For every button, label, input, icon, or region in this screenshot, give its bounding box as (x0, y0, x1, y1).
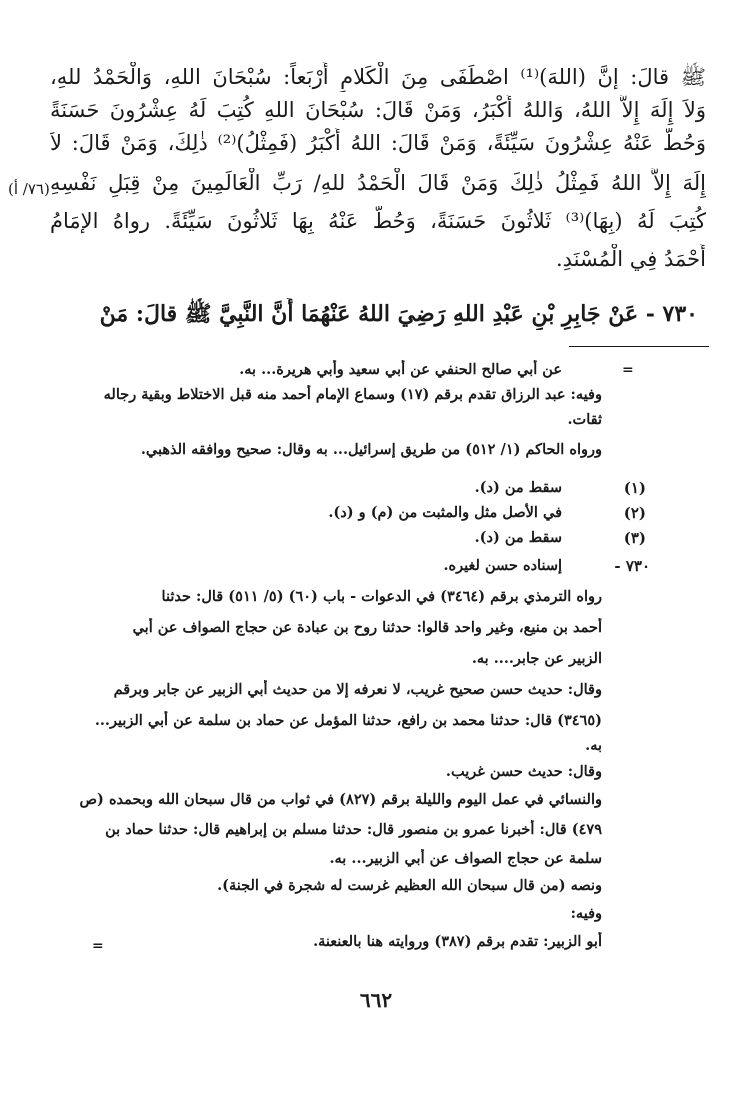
takhrij-line-8: وقال: حديث حسن غريب. (445, 763, 602, 780)
hadith-730-heading: ٧٣٠ - عَنْ جَابِرِ بْنِ عَبْدِ اللهِ رَضِيَ اللهُ عَنْهُمَا أَنَّ النَّبِيَّ ﷺ قالَ: مَنْ (99, 301, 698, 327)
footnote-continuation-line-1: عن أبي صالح الحنفي عن أبي سعيد وأبي هريرة... به. (239, 361, 562, 378)
footnote-continuation-line-2: وفيه: عبد الرزاق تقدم برقم (١٧) وسماع الإمام أحمد منه قبل الاختلاط وبقية رجاله (103, 386, 602, 403)
page-number: ٦٦٢ (359, 988, 393, 1012)
takhrij-line-4: الزبير عن جابر.... به. (471, 650, 602, 667)
takhrij-number: ٧٣٠ - (614, 557, 650, 575)
footnote-separator (569, 346, 709, 347)
main-text-line-3: وَحُطَّ عَنْهُ عِشْرُونَ سَيِّئَةً، وَمَنْ قَالَ: اللهُ أَكْبَرُ (فَمِثْلُ)⁽²⁾ ذٰلِكَ، وَمَنْ قَالَ: لاَ (50, 131, 706, 155)
main-text-line-2: وَلاَ إِلَهَ إِلاَّ اللهُ، وَاللهُ أَكْبَرُ، وَمَنْ قَالَ: سُبْحَانَ اللهِ كُتِبَ لَهُ عِشْرُونَ حَسَنَةً (50, 98, 706, 122)
footnote-number-2: (٢) (623, 504, 646, 522)
continuation-end-mark: = (92, 938, 104, 954)
footnote-number-1: (١) (623, 479, 646, 497)
takhrij-line-5: وقال: حديث حسن صحيح غريب، لا نعرفه إلا من حديث أبي الزبير عن جابر وبرقم (113, 681, 602, 698)
footnote-text-1: سقط من (د). (474, 479, 562, 496)
footnote-continuation-line-3: ثقات. (567, 411, 602, 428)
footnote-text-2: في الأصل مثل والمثبت من (م) و (د). (328, 504, 562, 521)
footnote-continuation-line-4: ورواه الحاكم (١/ ٥١٢) من طريق إسرائيل... به وقال: صحيح ووافقه الذهبي. (140, 441, 602, 458)
takhrij-line-14: أبو الزبير: تقدم برقم (٣٨٧) وروايته هنا بالعنعنة. (313, 933, 602, 950)
takhrij-line-12: ونصه (من قال سبحان الله العظيم غرست له شجرة في الجنة). (217, 877, 602, 894)
manuscript-folio-note: (٧٦/ أ) (8, 180, 50, 198)
takhrij-line-1: إسناده حسن لغيره. (443, 557, 562, 574)
main-text-line-6: أَحْمَدُ فِي الْمُسْنَدِ. (555, 247, 706, 271)
footnote-text-3: سقط من (د). (474, 529, 562, 546)
continuation-mark: = (622, 362, 634, 378)
takhrij-line-9: والنسائي في عمل اليوم والليلة برقم (٨٢٧) في ثواب من قال سبحان الله وبحمده (ص (79, 791, 602, 808)
takhrij-line-2: رواه الترمذي برقم (٣٤٦٤) في الدعوات - باب (٦٠) (٥/ ٥١١) قال: حدثنا (161, 588, 602, 605)
takhrij-line-11: سلمة عن حجاج الصواف عن أبي الزبير... به. (329, 850, 602, 867)
takhrij-line-3: أحمد بن منيع، وغير واحد قالوا: حدثنا روح بن عبادة عن حجاج الصواف عن أبي (132, 619, 602, 636)
main-text-line-5: كُتِبَ لَهُ (بِهَا)⁽³⁾ ثَلاثُونَ حَسَنَةً، وَحُطَّ عَنْهُ بِهَا ثَلاثُونَ سَيِّئَةً. رواهُ الإمَامُ (50, 209, 706, 233)
takhrij-line-10: ٤٧٩) قال: أخبرنا عمرو بن منصور قال: حدثنا مسلم بن إبراهيم قال: حدثنا حماد بن (105, 821, 602, 838)
takhrij-line-13: وفيه: (570, 905, 602, 922)
main-text-line-1: ﷺ قالَ: إنَّ (اللهَ)⁽¹⁾ اصْطَفَى مِنَ الْكَلامِ أَرْبَعاً: سُبْحَانَ اللهِ، وَالْحَمْدُ للهِ، (50, 65, 706, 89)
main-text-line-4: إِلَهَ إِلاَّ اللهُ فَمِثْلُ ذٰلِكَ وَمَنْ قَالَ الْحَمْدُ للهِ/ رَبِّ الْعَالَمِينَ مِنْ قِبَلِ نَفْسِهِ (50, 171, 706, 195)
footnote-number-3: (٣) (623, 529, 646, 547)
takhrij-line-6: (٣٤٦٥) قال: حدثنا محمد بن رافع، حدثنا المؤمل عن حماد بن سلمة عن أبي الزبير... (94, 712, 602, 729)
takhrij-line-7: به. (585, 737, 602, 754)
